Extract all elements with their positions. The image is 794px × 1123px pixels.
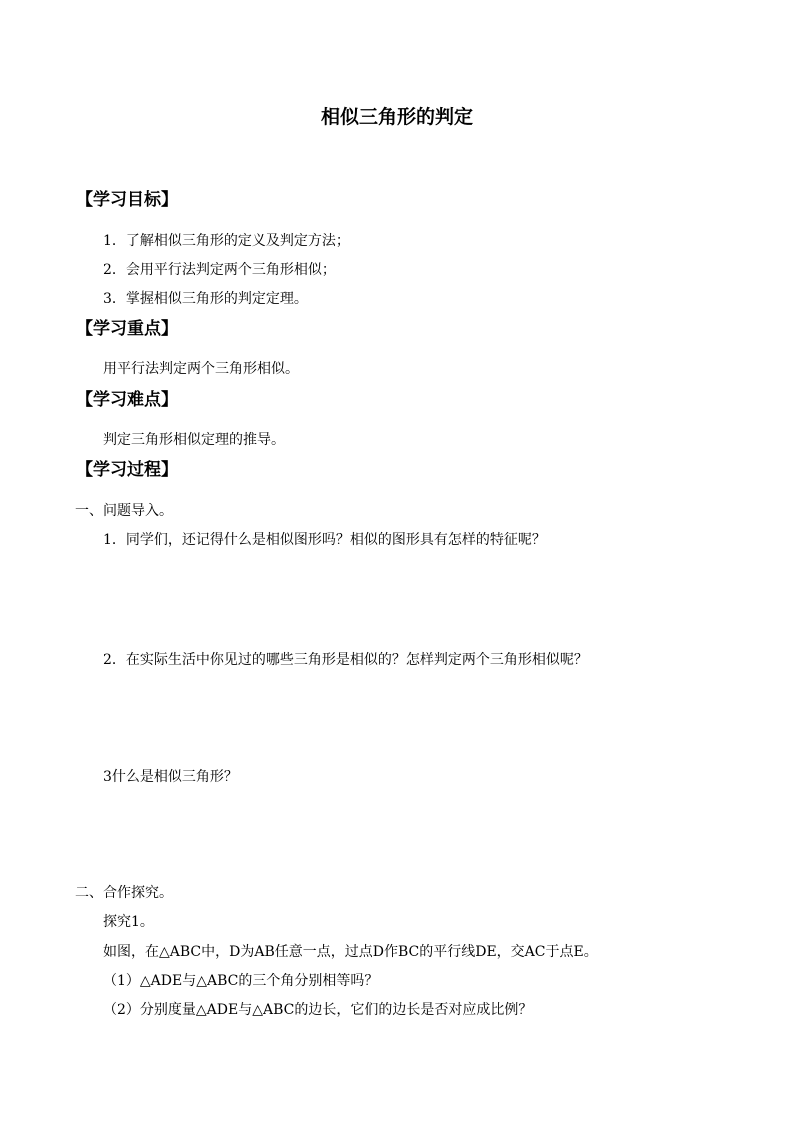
section-2-title: 二、合作探究。 bbox=[75, 885, 173, 901]
objectives-heading: 【学习目标】 bbox=[76, 190, 178, 210]
objective-item-1: 1．了解相似三角形的定义及判定方法； bbox=[103, 233, 350, 249]
objective-item-2: 2．会用平行法判定两个三角形相似； bbox=[103, 262, 336, 278]
difficulties-text: 判定三角形相似定理的推导。 bbox=[103, 432, 285, 448]
section-1-title: 一、问题导入。 bbox=[75, 503, 173, 519]
page-title: 相似三角形的判定 bbox=[320, 106, 473, 128]
difficulties-heading: 【学习难点】 bbox=[76, 390, 178, 410]
key-points-heading: 【学习重点】 bbox=[76, 319, 178, 339]
explore-question-2: （2）分别度量△ADE与△ABC的边长，它们的边长是否对应成比例？ bbox=[103, 1002, 533, 1018]
process-heading: 【学习过程】 bbox=[76, 460, 178, 480]
key-points-text: 用平行法判定两个三角形相似。 bbox=[103, 361, 299, 377]
explore-label: 探究1。 bbox=[103, 914, 154, 930]
section-1-question-2: 2．在实际生活中你见过的哪些三角形是相似的？怎样判定两个三角形相似呢？ bbox=[103, 652, 588, 668]
objective-item-3: 3．掌握相似三角形的判定定理。 bbox=[103, 291, 308, 307]
section-1-question-3: 3什么是相似三角形？ bbox=[103, 769, 238, 785]
explore-question-1: （1）△ADE与△ABC的三个角分别相等吗？ bbox=[103, 973, 379, 989]
section-1-question-1: 1．同学们，还记得什么是相似图形吗？相似的图形具有怎样的特征呢？ bbox=[103, 532, 546, 548]
explore-description: 如图，在△ABC中，D为AB任意一点，过点D作BC的平行线DE，交AC于点E。 bbox=[103, 944, 598, 960]
